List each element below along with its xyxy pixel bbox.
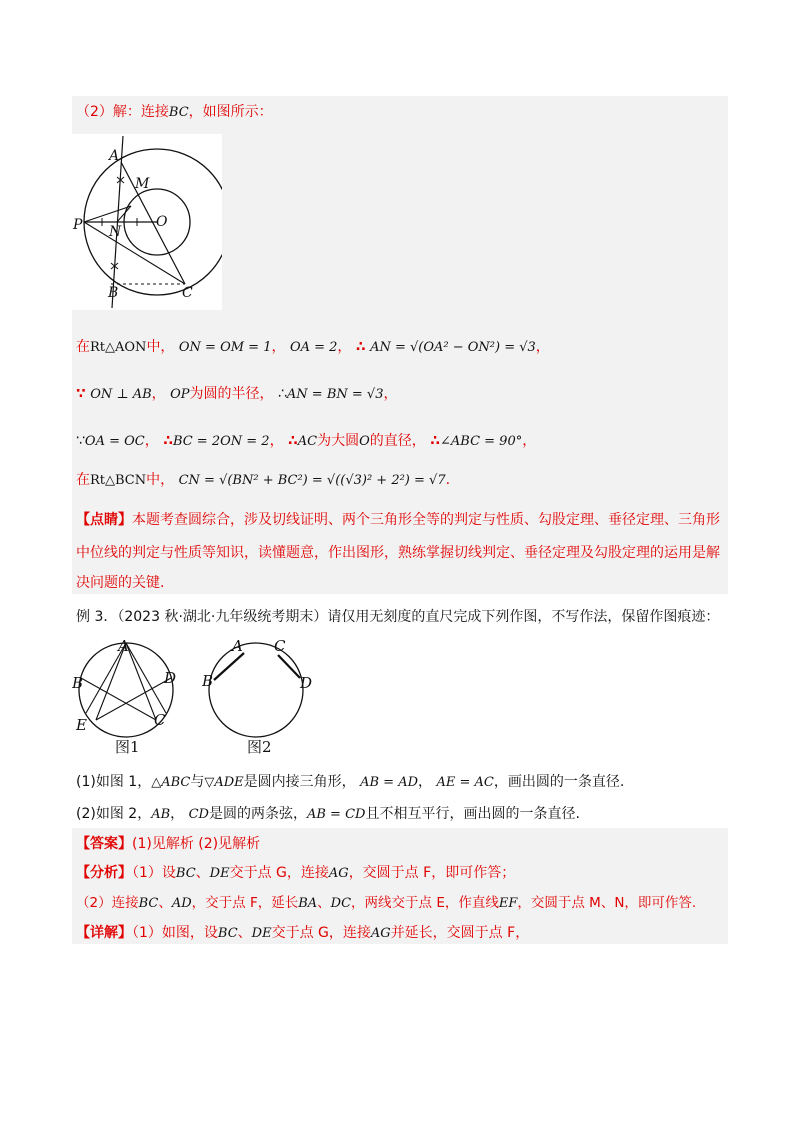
- question-2: (2)如图 2，AB， CD是圆的两条弦，AB = CD且不相互平行，画出圆的一条直径.: [76, 806, 580, 822]
- label-b: B: [108, 285, 119, 301]
- solution-line-1: 在Rt△AON中， ON = OM = 1， OA = 2， ∴ AN = √(OA² − ON²) = √3，: [76, 339, 550, 355]
- comment-line-1: 【点睛】本题考查圆综合，涉及切线证明、两个三角形全等的判定与性质、勾股定理、垂径定理、三角形: [76, 512, 720, 528]
- fig2-label-c: C: [274, 637, 286, 655]
- solution-line-2: ∵ ON ⊥ AB， OP为圆的半径， ∴AN = BN = √3，: [76, 386, 398, 402]
- label-n: N: [109, 224, 122, 240]
- fig2-label-d: D: [300, 674, 313, 692]
- label-a: A: [109, 148, 120, 164]
- answer-line: 【答案】(1)见解析 (2)见解析: [76, 836, 261, 852]
- fig2-label-b: B: [202, 672, 214, 690]
- label-o: O: [156, 214, 168, 230]
- fig1-label-b: B: [72, 674, 84, 692]
- fig1-label-a: A: [118, 637, 129, 655]
- fig2-label-a: A: [232, 637, 243, 655]
- example3-heading: 例 3．（2023 秋·湖北·九年级统考期末）请仅用无刻度的直尺完成下列作图，不写作法，保留作图痕迹：: [76, 609, 720, 625]
- fig1-label-c: C: [154, 711, 166, 729]
- analysis-line-1: 【分析】（1）设BC、DE交于点 G，连接AG，交圆于点 F，即可作答；: [76, 865, 516, 881]
- solution-line-3: ∵OA = OC， ∴BC = 2ON = 2， ∴AC为大圆O的直径， ∴∠ABC = 90°，: [76, 433, 537, 449]
- solution-header: （2）解：连接BC，如图所示：: [76, 104, 273, 120]
- figure-2-caption: 图2: [247, 738, 272, 756]
- question-1: (1)如图 1，△ABC与▽ADE是圆内接三角形， AB = AD， AE = AC，画出圆的一条直径.: [76, 774, 625, 790]
- fig1-label-d: D: [164, 669, 177, 687]
- solution-line-4: 在Rt△BCN中， CN = √(BN² + BC²) = √((√3)² + 2²) = √7.: [76, 472, 451, 488]
- fig1-label-e: E: [76, 716, 87, 734]
- comment-line-2: 中位线的判定与性质等知识，读懂题意，作出图形，熟练掌握切线判定、垂径定理及勾股定理的运用是解: [76, 545, 720, 561]
- comment-line-3: 决问题的关键.: [76, 575, 165, 591]
- label-p: P: [73, 217, 83, 233]
- label-m: M: [135, 176, 150, 192]
- analysis-line-2: （2）连接BC、AD，交于点 F，延长BA、DC，两线交于点 E，作直线EF，交圆于点 M、N，即可作答.: [76, 895, 697, 911]
- detail-line-1: 【详解】（1）如图，设BC、DE交于点 G，连接AG并延长，交圆于点 F，: [76, 925, 530, 941]
- circle-figure: [72, 134, 222, 314]
- label-c: C: [182, 285, 193, 301]
- figure-1-caption: 图1: [115, 738, 140, 756]
